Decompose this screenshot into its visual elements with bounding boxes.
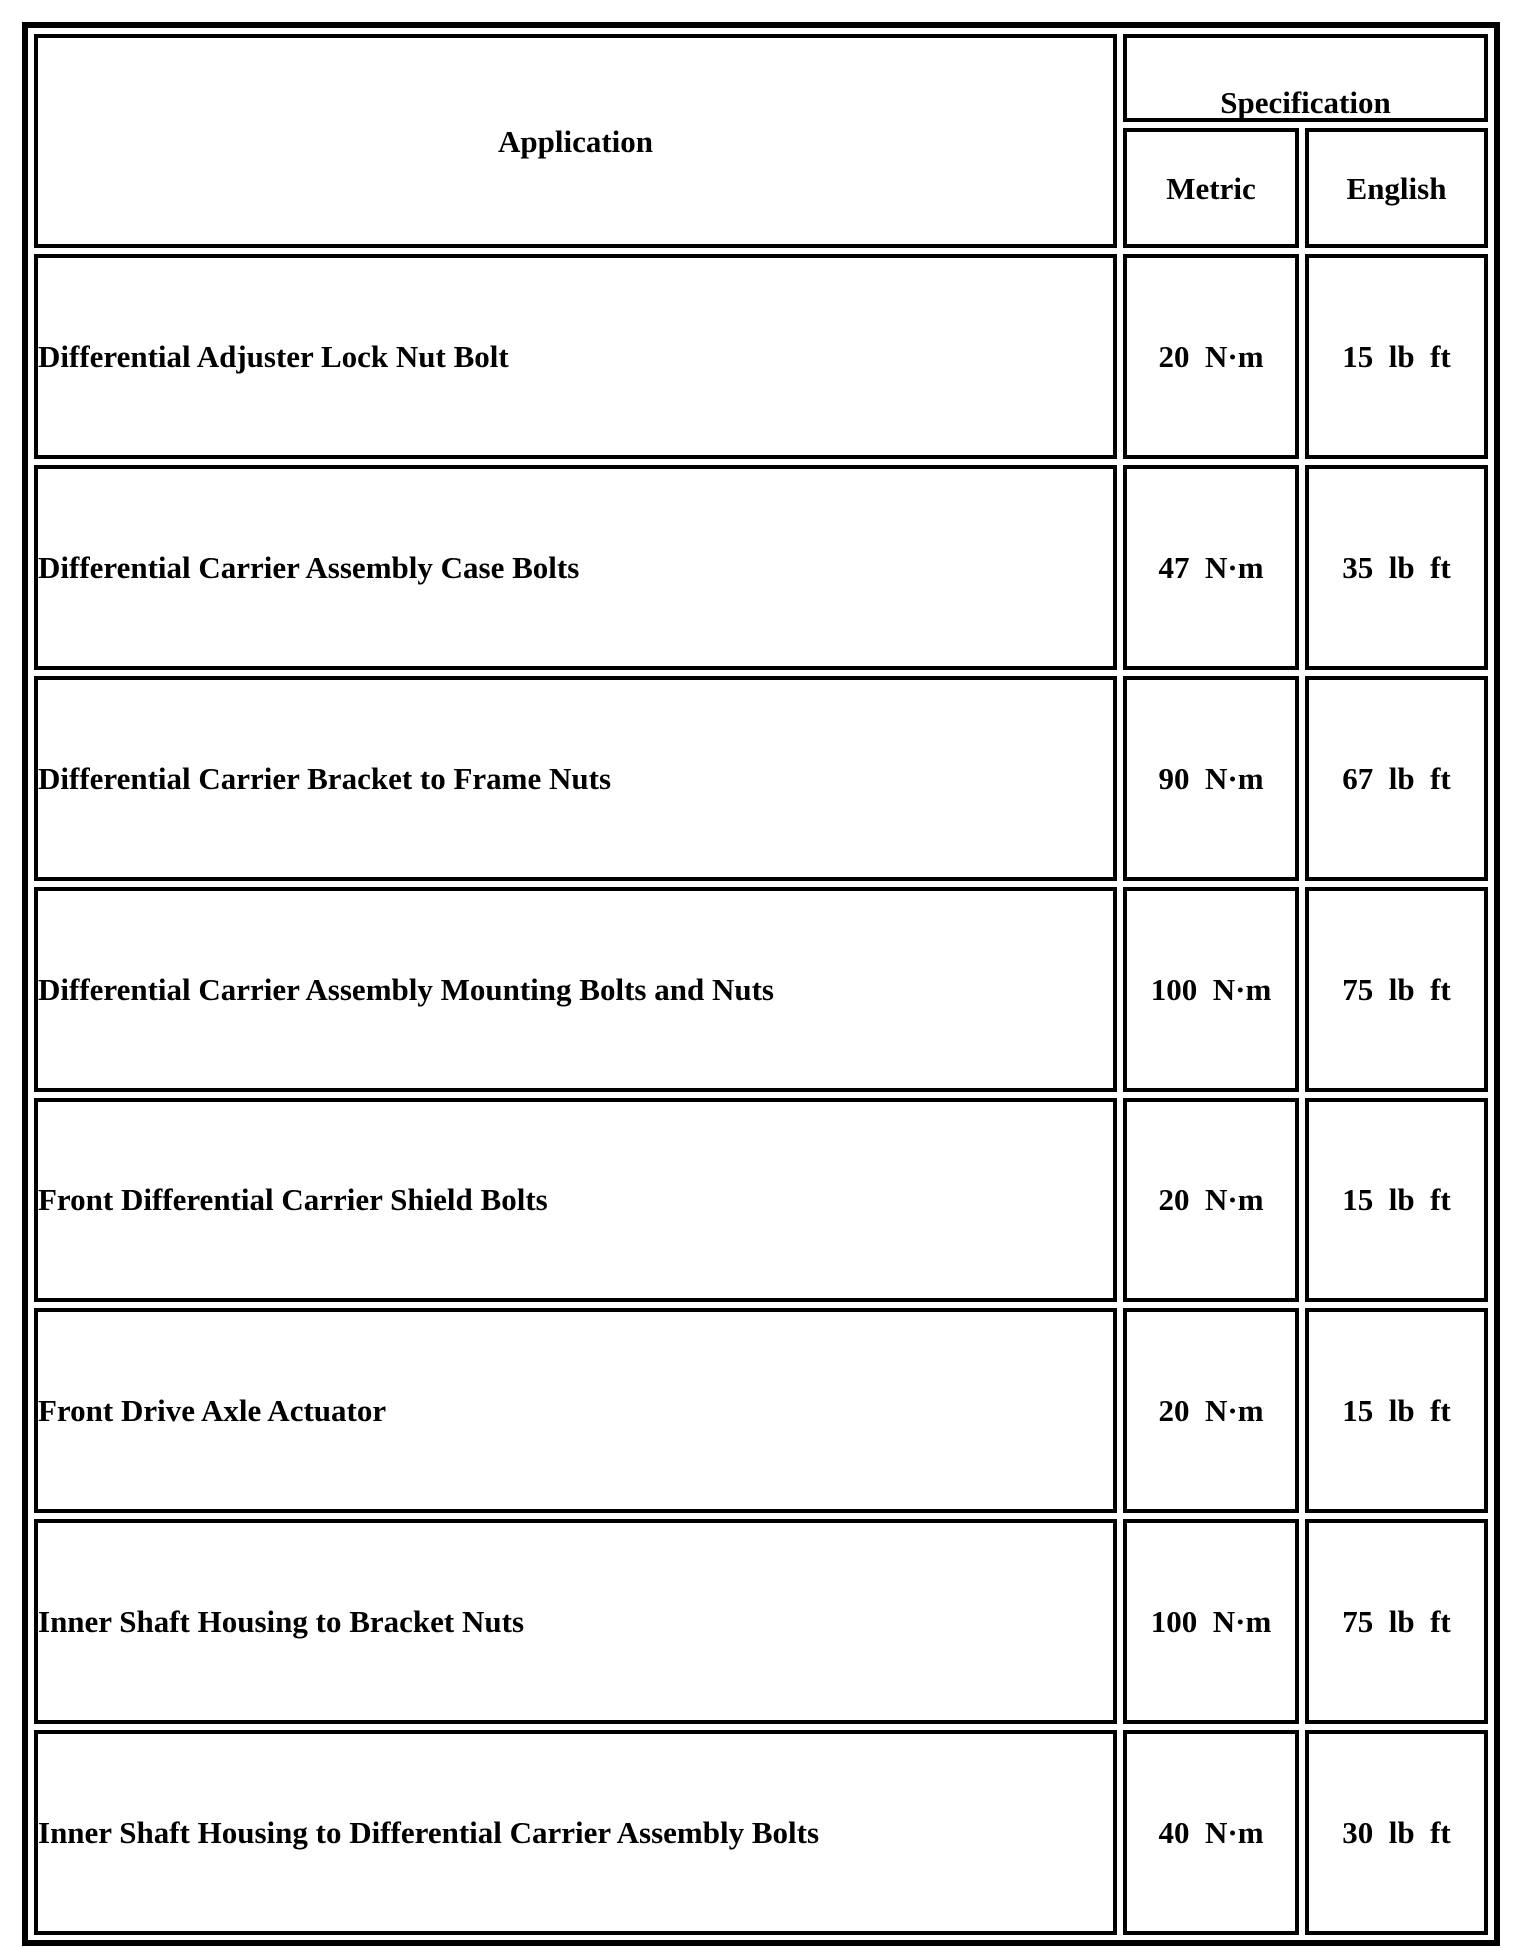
metric-header: Metric: [1123, 128, 1299, 248]
table-row: [34, 1308, 1488, 1513]
metric-cell: 40 N·m: [1123, 1730, 1299, 1935]
metric-cell: 90 N·m: [1123, 676, 1299, 881]
metric-cell: 100 N·m: [1123, 1519, 1299, 1724]
application-cell: Front Differential Carrier Shield Bolts: [34, 1098, 1117, 1303]
table-row: [34, 254, 1488, 459]
table-row: [34, 1730, 1488, 1935]
english-cell: 15 lb ft: [1305, 1308, 1488, 1513]
english-header: English: [1305, 128, 1488, 248]
header-row-top: [34, 34, 1488, 122]
metric-cell: 20 N·m: [1123, 1308, 1299, 1513]
table-row: [34, 1098, 1488, 1303]
metric-cell: 100 N·m: [1123, 887, 1299, 1092]
application-cell: Front Drive Axle Actuator: [34, 1308, 1117, 1513]
table-row: [34, 676, 1488, 881]
specification-header: Specification: [1123, 34, 1488, 122]
metric-cell: 20 N·m: [1123, 254, 1299, 459]
metric-cell: 20 N·m: [1123, 1098, 1299, 1303]
table-row: [34, 1519, 1488, 1724]
application-cell: Differential Carrier Assembly Case Bolts: [34, 465, 1117, 670]
english-cell: 15 lb ft: [1305, 1098, 1488, 1303]
english-cell: 35 lb ft: [1305, 465, 1488, 670]
application-cell: Differential Carrier Assembly Mounting Bolts and Nuts: [34, 887, 1117, 1092]
table-row: [34, 887, 1488, 1092]
metric-cell: 47 N·m: [1123, 465, 1299, 670]
english-cell: 30 lb ft: [1305, 1730, 1488, 1935]
english-cell: 75 lb ft: [1305, 1519, 1488, 1724]
torque-spec-table: [28, 28, 1494, 1941]
application-cell: Differential Carrier Bracket to Frame Nuts: [34, 676, 1117, 881]
application-cell: Differential Adjuster Lock Nut Bolt: [34, 254, 1117, 459]
english-cell: 75 lb ft: [1305, 887, 1488, 1092]
application-header: Application: [34, 34, 1117, 248]
application-cell: Inner Shaft Housing to Bracket Nuts: [34, 1519, 1117, 1724]
application-cell: Inner Shaft Housing to Differential Carrier Assembly Bolts: [34, 1730, 1117, 1935]
english-cell: 67 lb ft: [1305, 676, 1488, 881]
english-cell: 15 lb ft: [1305, 254, 1488, 459]
table-row: [34, 465, 1488, 670]
